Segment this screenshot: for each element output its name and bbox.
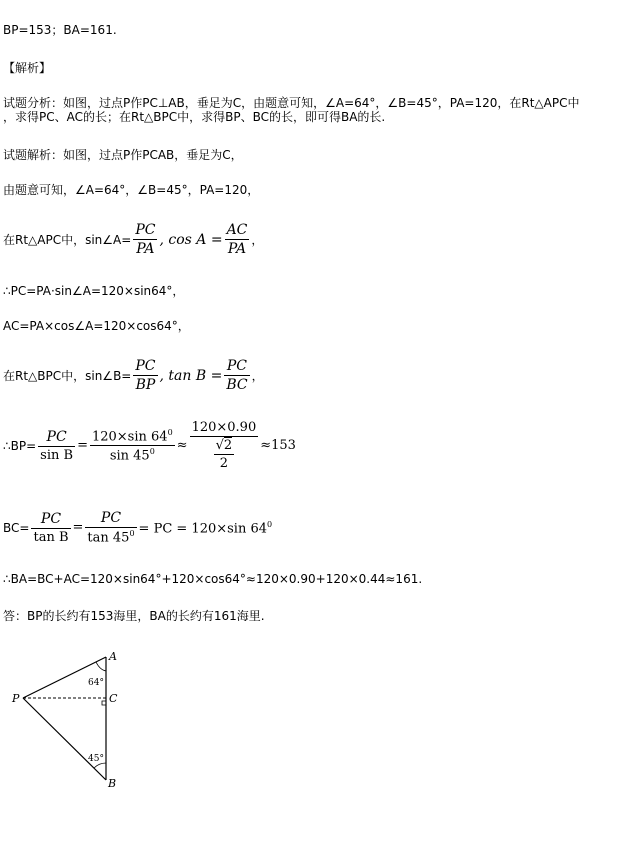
inner-fraction [214,438,235,471]
ba-result-line: ∴BA=BC+AC=120×sin64°+120×cos64°≈120×0.90+120×0.44≈161. [3,572,423,586]
degree-mark: 0 [149,447,155,456]
fraction-ac-pa [225,222,250,257]
bc-result [139,520,273,536]
angle-label-a: 64° [88,678,104,688]
numerator-text: 120×sin 64 [91,429,168,444]
angle-arc-a [96,662,106,671]
radicand: 2 [223,438,233,453]
equation-bc [3,510,272,545]
equation-bp [3,420,296,471]
degree-mark: 0 [129,529,135,538]
fraction-pc-pa [133,222,157,257]
eq-prefix: 在Rt△BPC中，sin∠B= [3,369,132,383]
fraction-pc-tan45 [85,510,136,545]
frac-num: PC [46,428,67,445]
cos-label: , cos A = [159,231,223,248]
equals-sign: = [77,438,88,453]
label-p: P [12,692,20,705]
bp-value: 153 [271,438,296,453]
frac-den: BP [133,375,157,393]
fraction-pc-bc [224,358,249,393]
fraction-120sin64-sin45 [90,428,175,464]
analysis-heading: 【解析】 [3,61,52,75]
equation-sinA-cosA [3,222,263,257]
final-answer-line: 答：BP的长约有153海里，BA的长约有161海里. [3,609,265,623]
fraction-120x090-sqrt2-over-2 [190,420,259,471]
frac-num: AC [226,222,248,238]
eq-prefix: 在Rt△APC中，sin∠A= [3,233,132,247]
denominator-text: sin 45 [109,448,150,464]
eq-prefix: BC= [3,520,30,535]
sqrt-two: √2 [215,438,233,453]
frac-num: PC [100,510,122,526]
eq-suffix: ， [251,233,264,247]
fraction-pc-bp [133,358,157,393]
label-a: A [109,650,117,663]
frac-num: PC [135,358,156,374]
angle-label-b: 45° [88,754,104,764]
frac-num: 120×0.90 [191,420,257,435]
eq-suffix: ， [251,369,264,383]
frac-den: PA [133,239,157,257]
segment-pb [23,698,106,780]
ac-result-line: AC=PA×cos∠A=120×cos64°， [3,319,190,333]
equals-sign: = [72,520,84,536]
frac-den: sin B [40,447,74,463]
pc-result-line: ∴PC=PA·sin∠A=120×sin64°， [3,284,185,298]
approx-sign: ≈ [176,438,188,453]
frac-den [190,436,259,471]
bc-result-text: = PC = 120×sin 64 [138,520,268,536]
inner-den: 2 [214,454,235,471]
solution-line-1: 试题解析：如图，过点P作PCAB，垂足为C， [3,148,243,162]
frac-num [90,428,175,445]
approx-sign: ≈ [260,438,272,453]
frac-den [85,527,136,545]
triangle-figure [8,645,138,795]
analysis-line-1: 试题分析：如图，过点P作PC⊥AB，垂足为C，由题意可知，∠A=64°，∠B=45°，PA=120，在Rt△APC中 [3,96,580,110]
solution-line-2: 由题意可知，∠A=64°，∠B=45°，PA=120， [3,183,260,197]
equation-sinB-tanB [3,358,264,393]
analysis-line-2: ，求得PC、AC的长；在Rt△BPC中，求得BP、BC的长，即可得BA的长. [3,110,386,124]
fraction-pc-sinb [38,429,75,463]
frac-den: PA [225,239,250,257]
frac-den [90,445,175,463]
label-b: B [108,777,117,790]
answer-line: BP=153；BA=161. [3,23,117,37]
frac-den: BC [226,377,248,393]
fraction-pc-tanb [31,511,70,545]
eq-prefix: ∴BP= [3,438,37,453]
frac-den: tan B [33,529,69,545]
tan-label: , tan B = [159,367,223,384]
denominator-text: tan 45 [87,530,130,546]
frac-num: PC [135,222,156,238]
degree-mark: 0 [267,519,273,529]
frac-num: PC [226,358,248,374]
label-c: C [109,692,118,705]
degree-mark: 0 [167,427,173,437]
frac-num: PC [40,510,62,527]
